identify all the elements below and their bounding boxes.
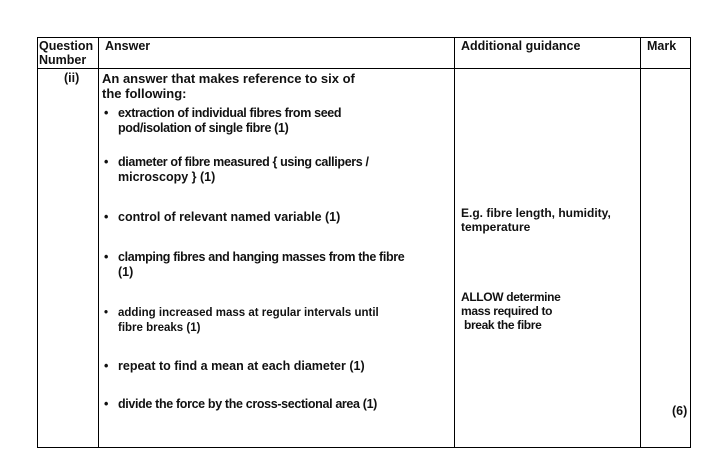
column-divider-answer	[454, 37, 455, 448]
table-left-border	[37, 37, 38, 448]
header-question-number	[39, 39, 93, 67]
bullet-icon: •	[104, 307, 109, 319]
mark-value: (6)	[672, 404, 688, 418]
bullet-text-line2: fibre breaks (1)	[118, 322, 201, 334]
header-mark: Mark	[647, 39, 677, 53]
bullet-icon: •	[104, 397, 109, 411]
guidance-text-line1: ALLOW determine	[461, 290, 561, 304]
bullet-text-line1: divide the force by the cross-sectional area (1)	[118, 397, 377, 411]
table-right-border	[690, 37, 691, 448]
answer-intro-line2: the following:	[102, 86, 187, 101]
guidance-text-line2: mass required to	[461, 304, 553, 318]
bullet-icon: •	[104, 106, 109, 120]
column-divider-guidance	[640, 37, 641, 448]
bullet-text-line1: adding increased mass at regular intervals until	[118, 307, 379, 319]
header-bottom-border	[37, 68, 691, 69]
header-number-label: Number	[39, 53, 87, 67]
bullet-text-line2: pod/isolation of single fibre (1)	[118, 121, 289, 135]
bullet-text-line1: extraction of individual fibres from seed	[118, 106, 342, 120]
answer-bullet-control-variable	[104, 210, 449, 225]
bullet-text-line1: control of relevant named variable (1)	[118, 210, 341, 224]
guidance-text-line3: break the fibre	[461, 318, 542, 332]
answer-bullet-repeat	[104, 359, 449, 374]
table-bottom-border	[37, 447, 691, 448]
table-top-border	[37, 37, 691, 38]
guidance-example-variables	[461, 206, 641, 234]
bullet-icon: •	[104, 359, 109, 373]
question-number: (ii)	[64, 71, 80, 85]
header-answer: Answer	[105, 39, 151, 53]
answer-intro	[102, 71, 355, 101]
guidance-text-line2: temperature	[461, 220, 531, 234]
answer-bullet-divide-force	[104, 397, 449, 412]
answer-bullet-clamping	[104, 250, 449, 280]
header-additional-guidance: Additional guidance	[461, 39, 581, 53]
bullet-text-line2: microscopy } (1)	[118, 170, 216, 184]
answer-intro-line1: An answer that makes reference to six of	[102, 71, 355, 86]
guidance-text-line1: E.g. fibre length, humidity,	[461, 206, 611, 220]
bullet-text-line1: diameter of fibre measured { using callipers /	[118, 155, 369, 169]
bullet-text-line1: repeat to find a mean at each diameter (1)	[118, 359, 365, 373]
answer-bullet-diameter	[104, 155, 449, 185]
bullet-icon: •	[104, 250, 109, 264]
header-question-label: Question	[39, 39, 94, 53]
bullet-icon: •	[104, 155, 109, 169]
answer-bullet-increasing-mass	[104, 306, 449, 336]
guidance-allow-mass	[461, 290, 641, 332]
bullet-icon: •	[104, 210, 109, 224]
bullet-text-line2: (1)	[118, 265, 134, 279]
column-divider-number	[98, 37, 99, 448]
bullet-text-line1: clamping fibres and hanging masses from the fibre	[118, 250, 405, 264]
answer-bullet-extraction	[104, 106, 449, 136]
